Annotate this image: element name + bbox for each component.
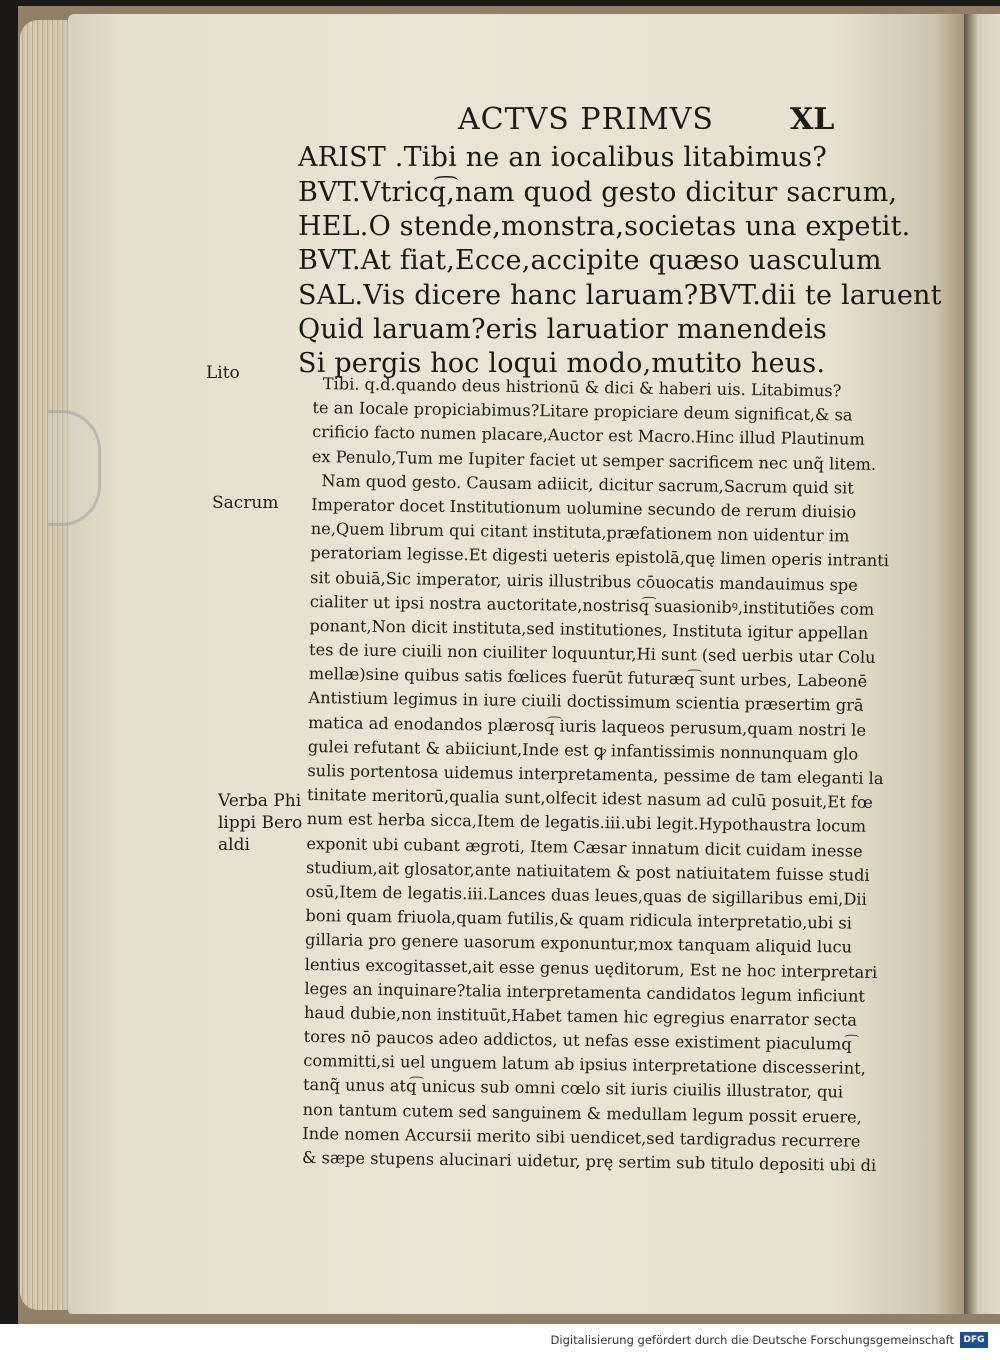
commentary-line: tes de iure ciuili non ciuiliter loquuntur,Hi sunt (sed uerbis utar Colu [308, 640, 876, 667]
running-header: ACTVS PRIMVS [458, 102, 714, 137]
commentary-line: peratoriam legisse.Et digesti ueteris epistolā,quę limen operis intranti [310, 543, 890, 571]
margin-note-line: lippi Bero [218, 813, 303, 833]
folio-number: XL [790, 102, 835, 137]
right-page-edge [964, 14, 1000, 1314]
commentary-line: Antistium legimus in iure ciuili doctissimum scientia præsertim grā [308, 688, 864, 716]
commentary-line: sulis portentosa uidemus interpretamenta, pessime de tam eleganti la [307, 760, 884, 789]
commentary-line: Inde nomen Accursii merito sibi uendicet,sed tardigradus recurrere [302, 1123, 861, 1151]
margin-note-line: Verba Phi [218, 791, 302, 811]
verse-line: BVT.Vtricq͡,nam quod gesto dicitur sacrum, [298, 177, 898, 208]
margin-note-line: aldi [218, 835, 250, 855]
commentary-line: matica ad enodandos plærosq͡ iuris laqueos perusum,quam nostri le [307, 712, 867, 740]
margin-note-sacrum: Sacrum [212, 493, 279, 513]
commentary-line: leges an inquinare?talia interpretamenta candidatos legum inficiunt [304, 978, 866, 1006]
funding-credit: Digitalisierung gefördert durch die Deutsche Forschungsgemeinschaft [550, 1333, 954, 1347]
dfg-logo: DFG [960, 1332, 988, 1348]
commentary-line: exponit ubi cubant ægroti, Item Cæsar innatum dicit cuidam inesse [306, 833, 863, 861]
commentary-line: cialiter ut ipsi nostra auctoritate,nostrisq͡ suasionibꝰ,institutiões com [309, 591, 875, 619]
commentary-line: gillaria pro genere uasorum exponuntur,mox tanquam aliquid lucu [304, 930, 853, 957]
commentary-line: crificio facto numen placare,Auctor est Macro.Hinc illud Plautinum [312, 422, 865, 450]
commentary-line: tores nō paucos adeo addictos, ut nefas esse existiment piaculumq͡ [303, 1026, 852, 1054]
commentary-line: sit obuiā,Sic imperator, uiris illustribus cōuocatis mandauimus spe [310, 567, 858, 595]
margin-note-lito: Lito [206, 363, 240, 383]
page-clip [48, 410, 101, 526]
commentary-line: boni quam friuola,quam futilis,& quam ridicula interpretatio,ubi si [305, 906, 853, 933]
commentary-line: ex Penulo,Tum me Iupiter faciet ut semper sacrificem nec unq̃ litem. [311, 446, 877, 474]
commentary-line: tinitate meritorū,qualia sunt,olfecit idest nasum ad culū posuit,Et fœ [306, 785, 873, 813]
commentary-line: osū,Item de legatis.iii.Lances duas leues,quas de sigillaribus emi,Dii [305, 881, 867, 909]
commentary-block [302, 372, 913, 1178]
commentary-line: lentius excogitasset,ait esse genus uęditorum, Est ne hoc interpretari [304, 954, 878, 982]
commentary-line: mellæ)sine quibus satis fœlices fuerūt futuræq͡ sunt urbes, Labeonē [308, 664, 868, 692]
commentary-line: studium,ait glosator,ante natiuitatem & post natiuitatem fuisse studi [305, 857, 870, 885]
commentary-line: haud dubie,non instituūt,Habet tamen hic egregius enarrator secta [303, 1002, 858, 1030]
commentary-line: & sæpe stupens alucinari uidetur, prę sertim sub titulo depositi ubi di [301, 1147, 877, 1175]
commentary-line: te an Iocale propiciabimus?Litare propiciare deum significat,& sa [312, 398, 853, 425]
commentary-line: gulei refutant & abiiciunt,Inde est ꝙ infantissimis nonnunquam glo [307, 736, 859, 764]
verse-line: Quid laruam?eris laruatior manendeis [298, 314, 827, 345]
commentary-line: Nam quod gesto. Causam adiicit, dicitur sacrum,Sacrum quid sit [321, 470, 854, 498]
verse-line: SAL.Vis dicere hanc laruam?BVT.dii te laruent [298, 280, 942, 311]
verse-line: BVT.At fiat,Ecce,accipite quæso uasculum [298, 245, 882, 276]
commentary-line: Tibi. q.d.quando deus histrionū & dici & haberi uis. Litabimus? [322, 374, 842, 401]
verse-line: HEL.O stende,monstra,societas una expetit. [298, 211, 911, 242]
commentary-line: Imperator docet Institutionum uolumine secundo de rerum diuisio [311, 494, 857, 522]
verse-line: Si pergis hoc loqui modo,mutito heus. [298, 348, 826, 379]
commentary-line: tanq̃ unus atq͡ unicus sub omni cœlo sit iuris ciuilis illustrator, qui [302, 1075, 844, 1102]
commentary-line: committi,si uel unguem latum ab ipsius interpretatione discesserint, [303, 1051, 866, 1079]
commentary-line: ponant,Non dicit instituta,sed institutiones, Instituta igitur appellan [309, 615, 869, 643]
commentary-line: ne,Quem librum qui citant instituta,præfationem non uidentur im [310, 519, 850, 546]
commentary-line: num est herba sicca,Item de legatis.iii.ubi legit.Hypothaustra locum [306, 809, 867, 837]
verse-line: ARIST .Tibi ne an iocalibus litabimus? [298, 142, 827, 173]
commentary-line: non tantum cutem sed sanguinem & medullam legum possit eruere, [302, 1099, 863, 1127]
margin-note-verba-philippi [218, 790, 302, 856]
